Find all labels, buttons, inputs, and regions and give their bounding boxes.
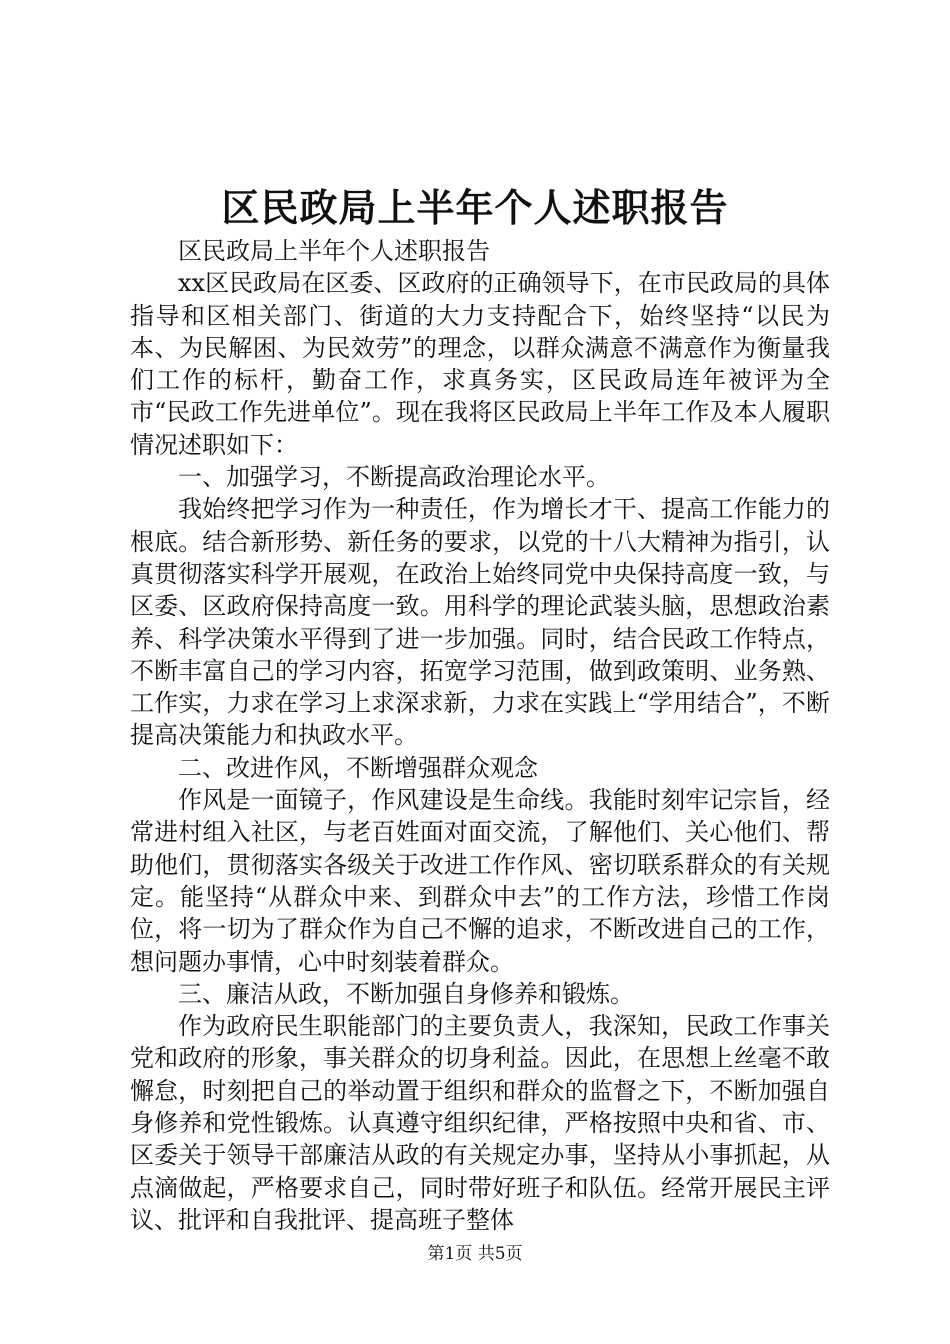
paragraph-heading: 区民政局上半年个人述职报告 <box>178 237 490 265</box>
section-heading-3: 三、廉洁从政，不断加强自身修养和锻炼。 <box>178 979 634 1008</box>
document-body <box>130 235 830 1236</box>
paragraph-section-1: 我始终把学习作为一种责任，作为增长才干、提高工作能力的根底。结合新形势、新任务的要求，以党的十八大精神为指引，认真贯彻落实科学开展观，在政治上始终同党中央保持高度一致，与区委、区政府保持高度一致。用科学的理论武装头脑，思想政治素养、科学决策水平得到了进一步加强。同时，结合民政工作特点，不断丰富自己的学习内容，拓宽学习范围，做到政策明、业务熟、工作实，力求在学习上求深求新，力求在实践上“学用结合”，不断提高决策能力和执政水平。 <box>130 495 830 750</box>
section-heading-1: 一、加强学习，不断提高政治理论水平。 <box>178 463 610 492</box>
paragraph-section-2: 作风是一面镜子，作风建设是生命线。我能时刻牢记宗旨，经常进村组入社区，与老百姓面对面交流，了解他们、关心他们、帮助他们，贯彻落实各级关于改进工作作风、密切联系群众的有关规定。能坚持“从群众中来、到群众中去”的工作方法，珍惜工作岗位，将一切为了群众作为自己不懈的追求，不断改进自己的工作，想问题办事情，心中时刻装着群众。 <box>130 786 830 976</box>
page-footer: 第1页 共5页 <box>427 1244 523 1264</box>
document-title: 区民政局上半年个人述职报告 <box>221 185 729 230</box>
paragraph-section-3: 作为政府民生职能部门的主要负责人，我深知，民政工作事关党和政府的形象，事关群众的切身利益。因此，在思想上丝毫不敢懈怠，时刻把自己的举动置于组织和群众的监督之下，不断加强自身修养和党性锻炼。认真遵守组织纪律，严格按照中央和省、市、区委关于领导干部廉洁从政的有关规定办事，坚持从小事抓起，从点滴做起，严格要求自己，同时带好班子和队伍。经常开展民主评议、批评和自我批评、提高班子整体 <box>130 1012 830 1234</box>
paragraph-intro: xx区民政局在区委、区政府的正确领导下，在市民政局的具体指导和区相关部门、街道的大力支持配合下，始终坚持“以民为本、为民解困、为民效劳”的理念，以群众满意不满意作为衡量我们工作的标杆，勤奋工作，求真务实，区民政局连年被评为全市“民政工作先进单位”。现在我将区民政局上半年工作及本人履职情况述职如下： <box>130 269 830 459</box>
section-heading-2: 二、改进作风，不断增强群众观念 <box>178 753 538 782</box>
